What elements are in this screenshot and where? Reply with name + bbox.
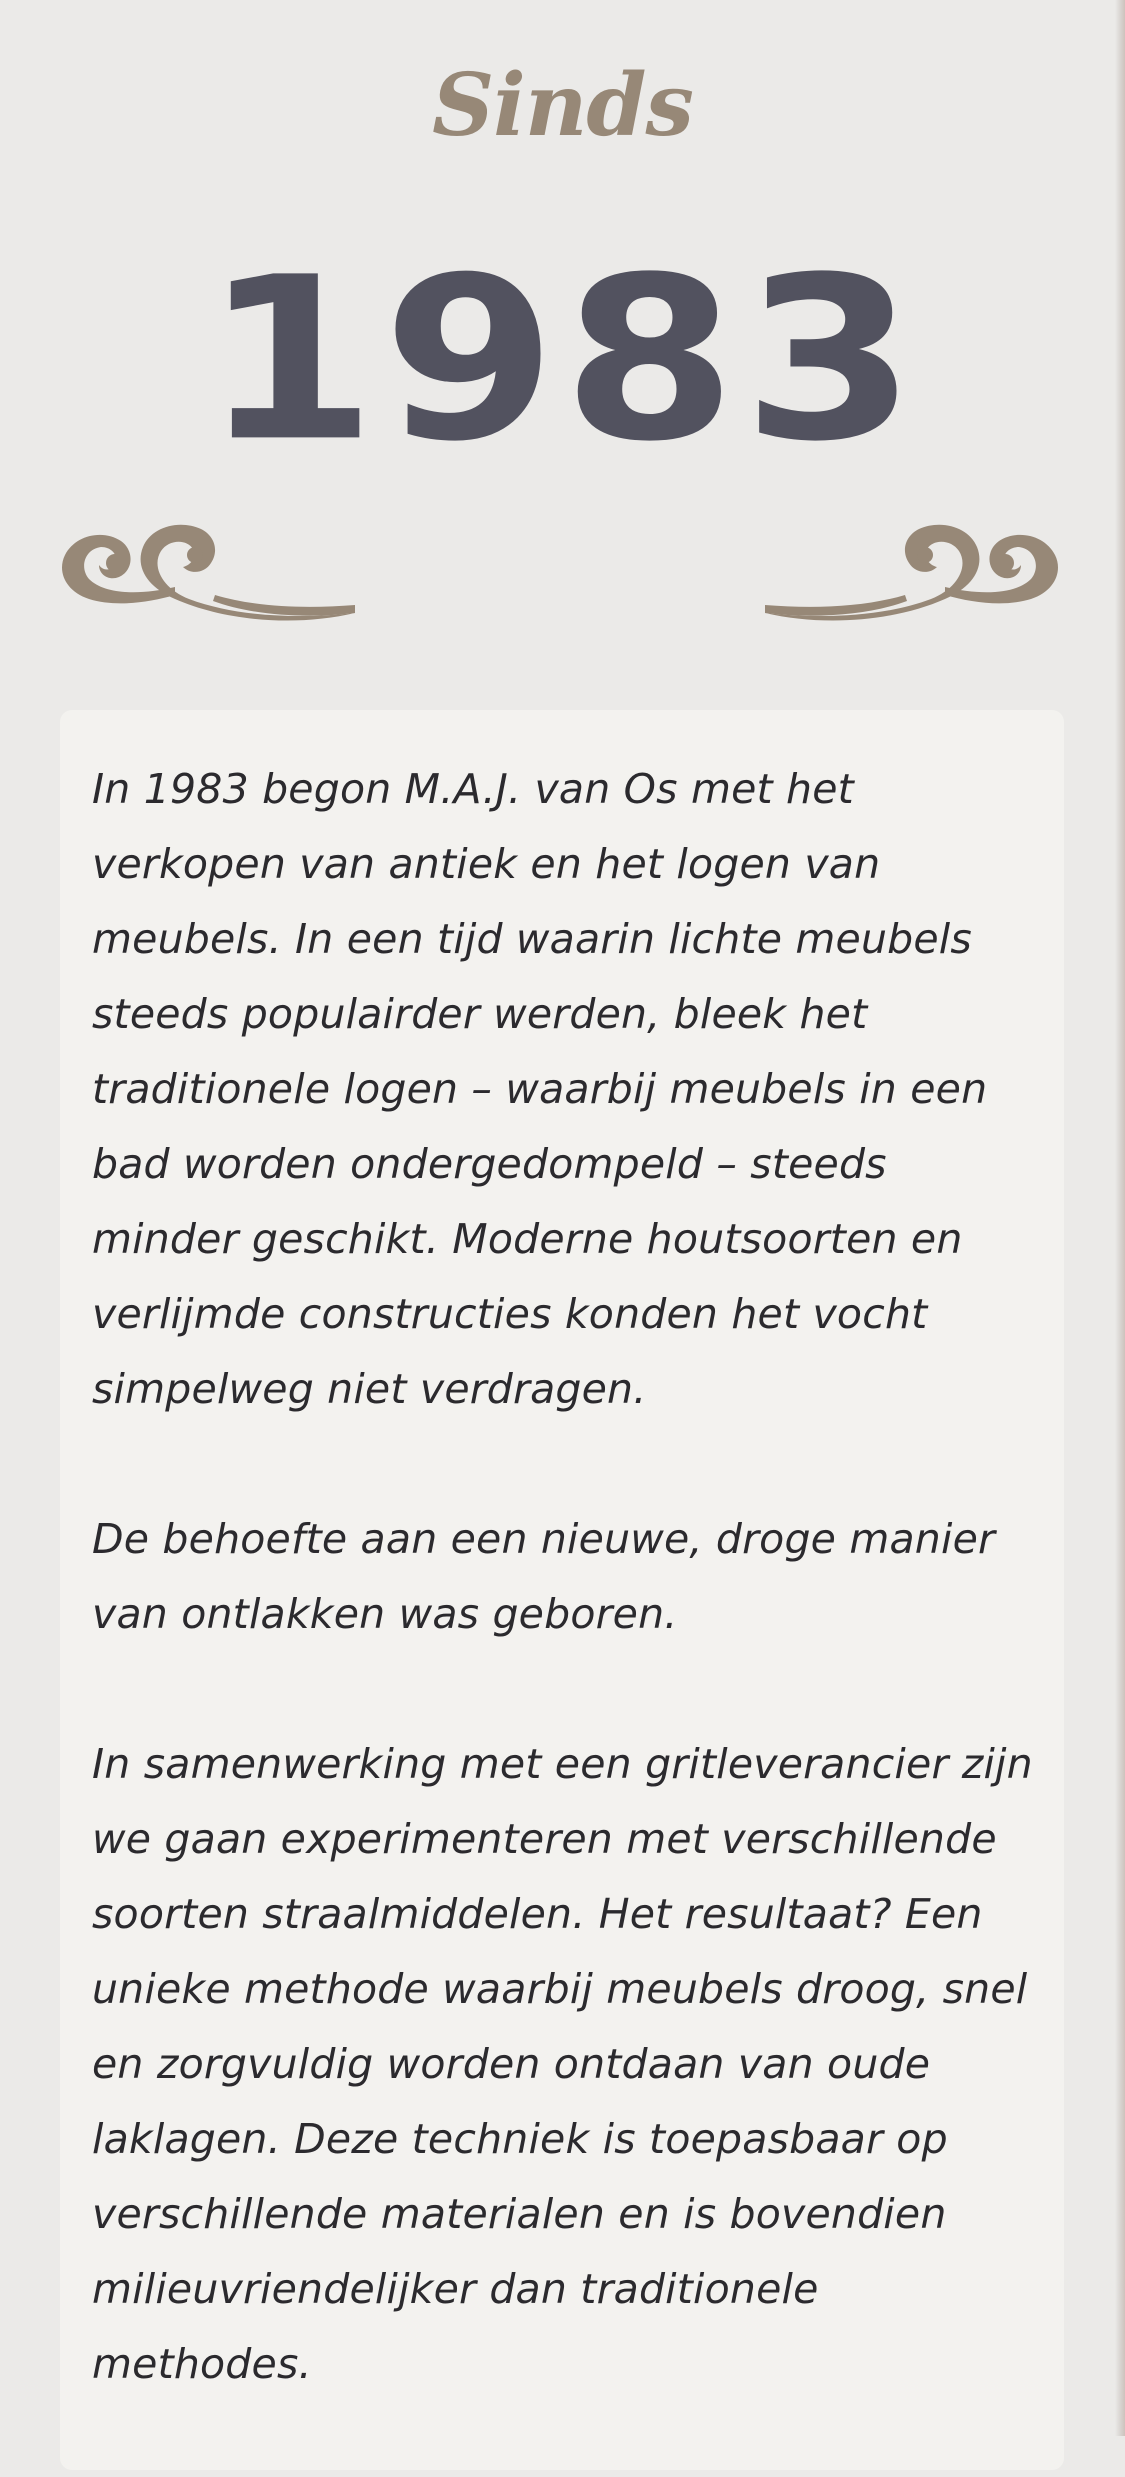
flourish-scroll-icon xyxy=(55,495,365,635)
story-paragraph: In 1983 begon M.A.J. van Os met het verkopen van antiek en het logen van meubels. In een tijd waarin lichte meubels steeds populairder werden, bleek het traditionele logen – waarbij meubels in een bad worden ondergedompeld – steeds minder geschikt. Moderne houtsoorten en verlijmde constructies konden het vocht simpelweg niet verdragen. xyxy=(92,765,988,1413)
hero-section xyxy=(0,0,1125,680)
story-paragraph: De behoefte aan een nieuwe, droge manier van ontlakken was geboren. xyxy=(92,1515,996,1638)
story-text xyxy=(92,752,1037,2477)
since-label: Sinds xyxy=(432,55,693,156)
founding-year: 1983 xyxy=(202,228,923,491)
story-paragraph: In samenwerking met een gritleverancier zijn we gaan experimenteren met verschillende soorten straalmiddelen. Het resultaat? Een unieke methode waarbij meubels droog, snel en zorgvuldig worden ontdaan van oude laklagen. Deze techniek is toepasbaar op verschillende materialen en is bovendien milieuvriendelijker dan traditionele methodes. xyxy=(92,1740,1033,2388)
flourish-scroll-icon xyxy=(755,495,1065,635)
